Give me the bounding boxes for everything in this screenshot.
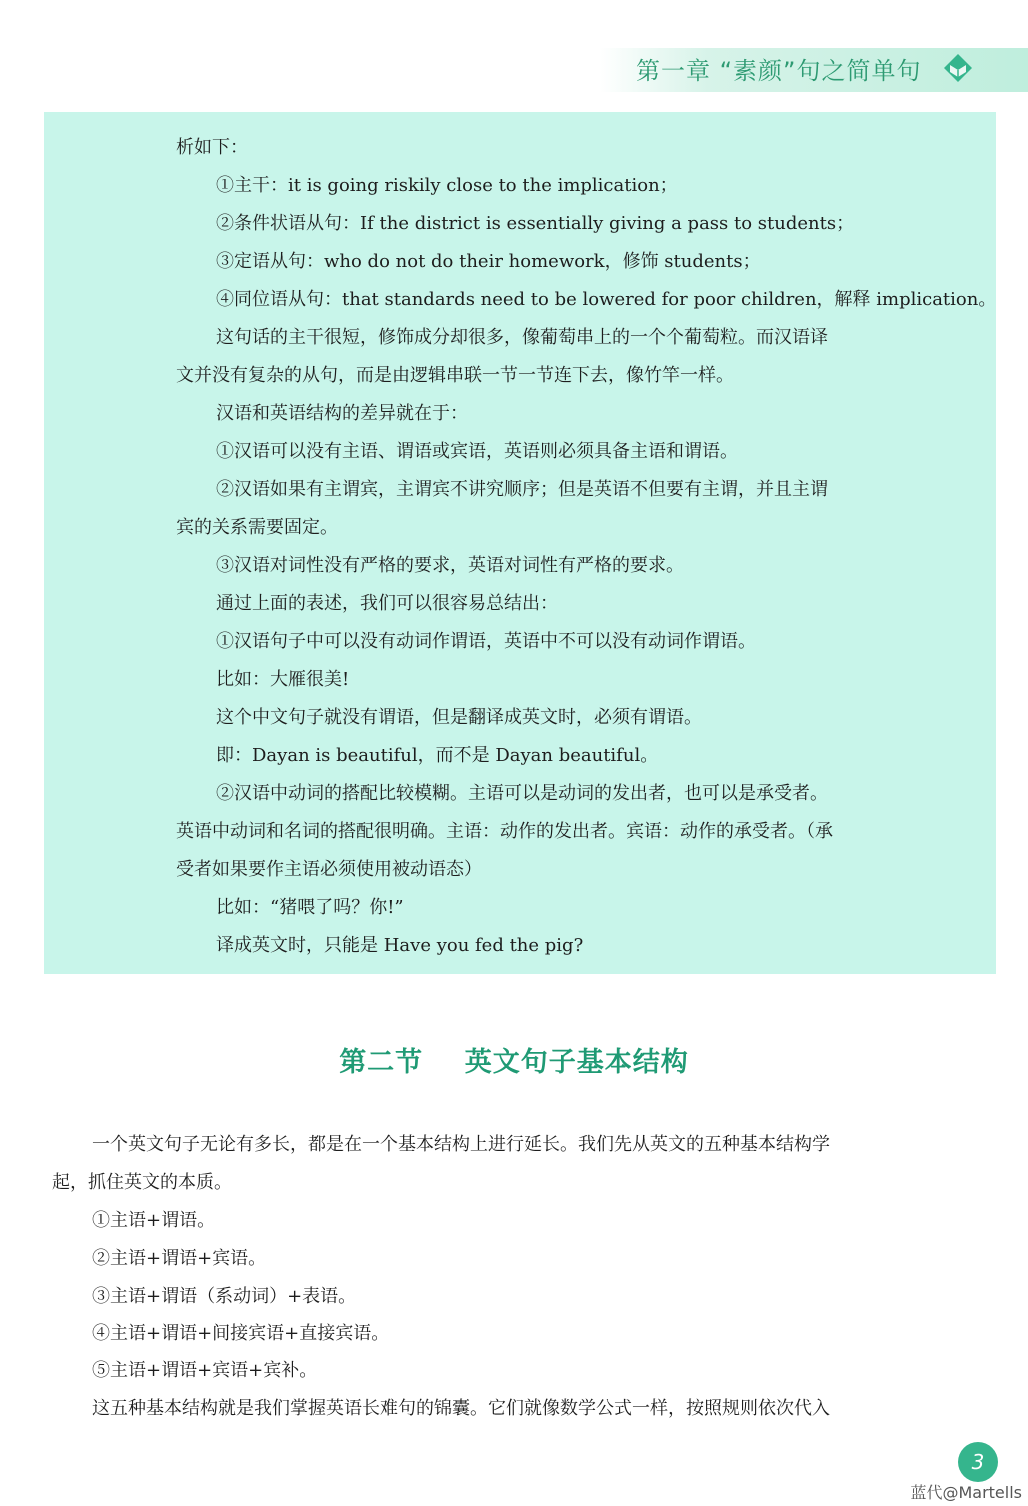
box-line: 比如：大雁很美!	[216, 669, 350, 690]
body-line: ③主语+谓语（系动词）+表语。	[92, 1286, 357, 1307]
box-line: 这句话的主干很短，修饰成分却很多，像葡萄串上的一个个葡萄粒。而汉语译	[216, 327, 828, 348]
box-line: 受者如果要作主语必须使用被动语态）	[176, 859, 482, 880]
body-line: ⑤主语+谓语+宾语+宾补。	[92, 1360, 318, 1381]
box-line: 比如：“猪喂了吗？你!”	[216, 897, 404, 918]
body-line: ②主语+谓语+宾语。	[92, 1248, 267, 1269]
box-line: 这个中文句子就没有谓语，但是翻译成英文时，必须有谓语。	[216, 707, 702, 728]
box-line: ②汉语中动词的搭配比较模糊。主语可以是动词的发出者，也可以是承受者。	[216, 783, 828, 804]
page-number: 3	[958, 1442, 998, 1482]
body-line: 起，抓住英文的本质。	[52, 1172, 232, 1193]
analysis-box	[44, 112, 996, 974]
box-line: 译成英文时，只能是 Have you fed the pig?	[216, 935, 584, 956]
body-line: 一个英文句子无论有多长，都是在一个基本结构上进行延长。我们先从英文的五种基本结构学	[92, 1134, 830, 1155]
box-line: 通过上面的表述，我们可以很容易总结出：	[216, 593, 558, 614]
box-line: 文并没有复杂的从句，而是由逻辑串联一节一节连下去，像竹竿一样。	[176, 365, 734, 386]
box-line: ①汉语可以没有主语、谓语或宾语，英语则必须具备主语和谓语。	[216, 441, 738, 462]
box-line: 宾的关系需要固定。	[176, 517, 338, 538]
box-line: ④同位语从句：that standards need to be lowered for poor children，解释 implication。	[216, 289, 997, 310]
body-line: ④主语+谓语+间接宾语+直接宾语。	[92, 1323, 390, 1344]
box-line: ③定语从句：who do not do their homework，修饰 students；	[216, 251, 761, 272]
box-line: 析如下：	[176, 137, 248, 158]
body-line: ①主语+谓语。	[92, 1210, 216, 1231]
box-line: 即：Dayan is beautiful，而不是 Dayan beautiful。	[216, 745, 659, 766]
box-line: 汉语和英语结构的差异就在于：	[216, 403, 468, 424]
box-line: ①汉语句子中可以没有动词作谓语，英语中不可以没有动词作谓语。	[216, 631, 756, 652]
box-line: ①主干：it is going riskily close to the implication；	[216, 175, 678, 196]
section-heading: 第二节 英文句子基本结构	[339, 1047, 689, 1078]
chapter-title: 第一章 “素颜”句之简单句	[636, 57, 922, 85]
box-line: ③汉语对词性没有严格的要求，英语对词性有严格的要求。	[216, 555, 684, 576]
box-line: ②汉语如果有主谓宾，主谓宾不讲究顺序；但是英语不但要有主谓，并且主谓	[216, 479, 828, 500]
watermark: 蓝代@Martells	[910, 1483, 1022, 1502]
body-line: 这五种基本结构就是我们掌握英语长难句的锦囊。它们就像数学公式一样，按照规则依次代入	[92, 1398, 830, 1419]
book-icon	[942, 52, 974, 84]
box-line: 英语中动词和名词的搭配很明确。主语：动作的发出者。宾语：动作的承受者。（承	[176, 821, 833, 842]
box-line: ②条件状语从句：If the district is essentially giving a pass to students；	[216, 213, 855, 234]
